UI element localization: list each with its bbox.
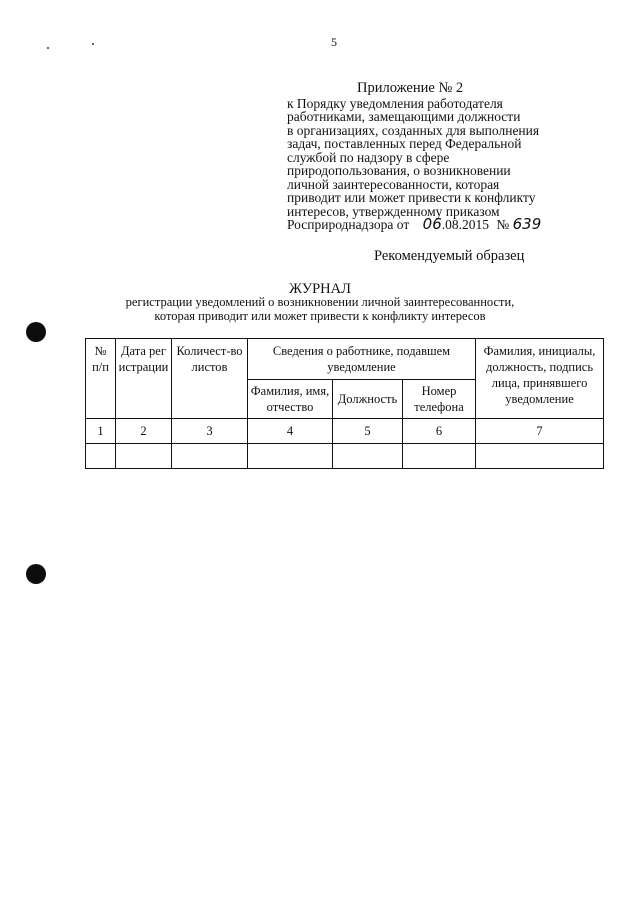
table-header-row xyxy=(86,339,604,380)
header-receiver: Фамилия, инициалы, должность, подпись лица, принявшего уведомление xyxy=(476,339,604,419)
empty-cell xyxy=(403,444,476,469)
order-number-handwritten: 639 xyxy=(512,215,542,233)
header-number: № п/п xyxy=(86,339,116,419)
appendix-line: интересов, утвержденному приказом xyxy=(287,203,500,219)
column-number: 3 xyxy=(172,419,248,444)
header-employee-info: Сведения о работнике, подавшем уведомление xyxy=(248,339,476,380)
column-number: 5 xyxy=(333,419,403,444)
order-reference xyxy=(287,215,587,233)
appendix-line: задач, поставленных перед Федеральной xyxy=(287,136,522,151)
appendix-line: работниками, замещающими должности xyxy=(287,109,521,124)
sample-label: Рекомендуемый образец xyxy=(374,248,525,264)
empty-cell xyxy=(172,444,248,469)
order-number-label: № xyxy=(496,217,510,232)
header-registration-date: Дата регистрации xyxy=(116,339,172,419)
journal-title: ЖУРНАЛ xyxy=(289,281,351,297)
column-number: 2 xyxy=(116,419,172,444)
column-number: 4 xyxy=(248,419,333,444)
column-number: 6 xyxy=(403,419,476,444)
table-row xyxy=(86,419,604,444)
header-sheet-count: Количест-во листов xyxy=(172,339,248,419)
order-prefix: Росприроднадзора от xyxy=(287,217,410,232)
appendix-line: службой по надзору в сфере xyxy=(287,149,450,165)
empty-cell xyxy=(116,444,172,469)
empty-cell xyxy=(248,444,333,469)
empty-cell xyxy=(476,444,604,469)
appendix-line: личной заинтересованности, которая xyxy=(287,176,500,192)
empty-cell xyxy=(333,444,403,469)
journal-subtitle: которая приводит или может привести к конфликту интересов xyxy=(154,309,486,323)
order-day-handwritten: 06 xyxy=(422,215,442,233)
column-number: 7 xyxy=(476,419,604,444)
appendix-title: Приложение № 2 xyxy=(357,80,464,96)
punch-hole xyxy=(26,564,46,584)
empty-cell xyxy=(86,444,116,469)
appendix-heading xyxy=(287,82,587,232)
registration-table xyxy=(85,338,604,469)
appendix-line: к Порядку уведомления работодателя xyxy=(287,95,503,111)
header-position: Должность xyxy=(333,380,403,419)
order-month-year: .08.2015 xyxy=(441,217,489,232)
table-row xyxy=(86,444,604,469)
column-number: 1 xyxy=(86,419,116,444)
header-full-name: Фамилия, имя, отчество xyxy=(248,380,333,419)
appendix-line: приводит или может привести к конфликту xyxy=(287,190,536,205)
appendix-line: природопользования, о возникновении xyxy=(287,163,511,178)
appendix-line: в организациях, созданных для выполнения xyxy=(287,122,540,138)
journal-subtitle: регистрации уведомлений о возникновении личной заинтересованности, xyxy=(125,295,515,309)
scan-speck xyxy=(92,43,94,45)
page-number: 5 xyxy=(331,35,337,49)
scan-speck xyxy=(47,47,49,49)
punch-hole xyxy=(26,322,46,342)
header-phone: Номер телефона xyxy=(403,380,476,419)
